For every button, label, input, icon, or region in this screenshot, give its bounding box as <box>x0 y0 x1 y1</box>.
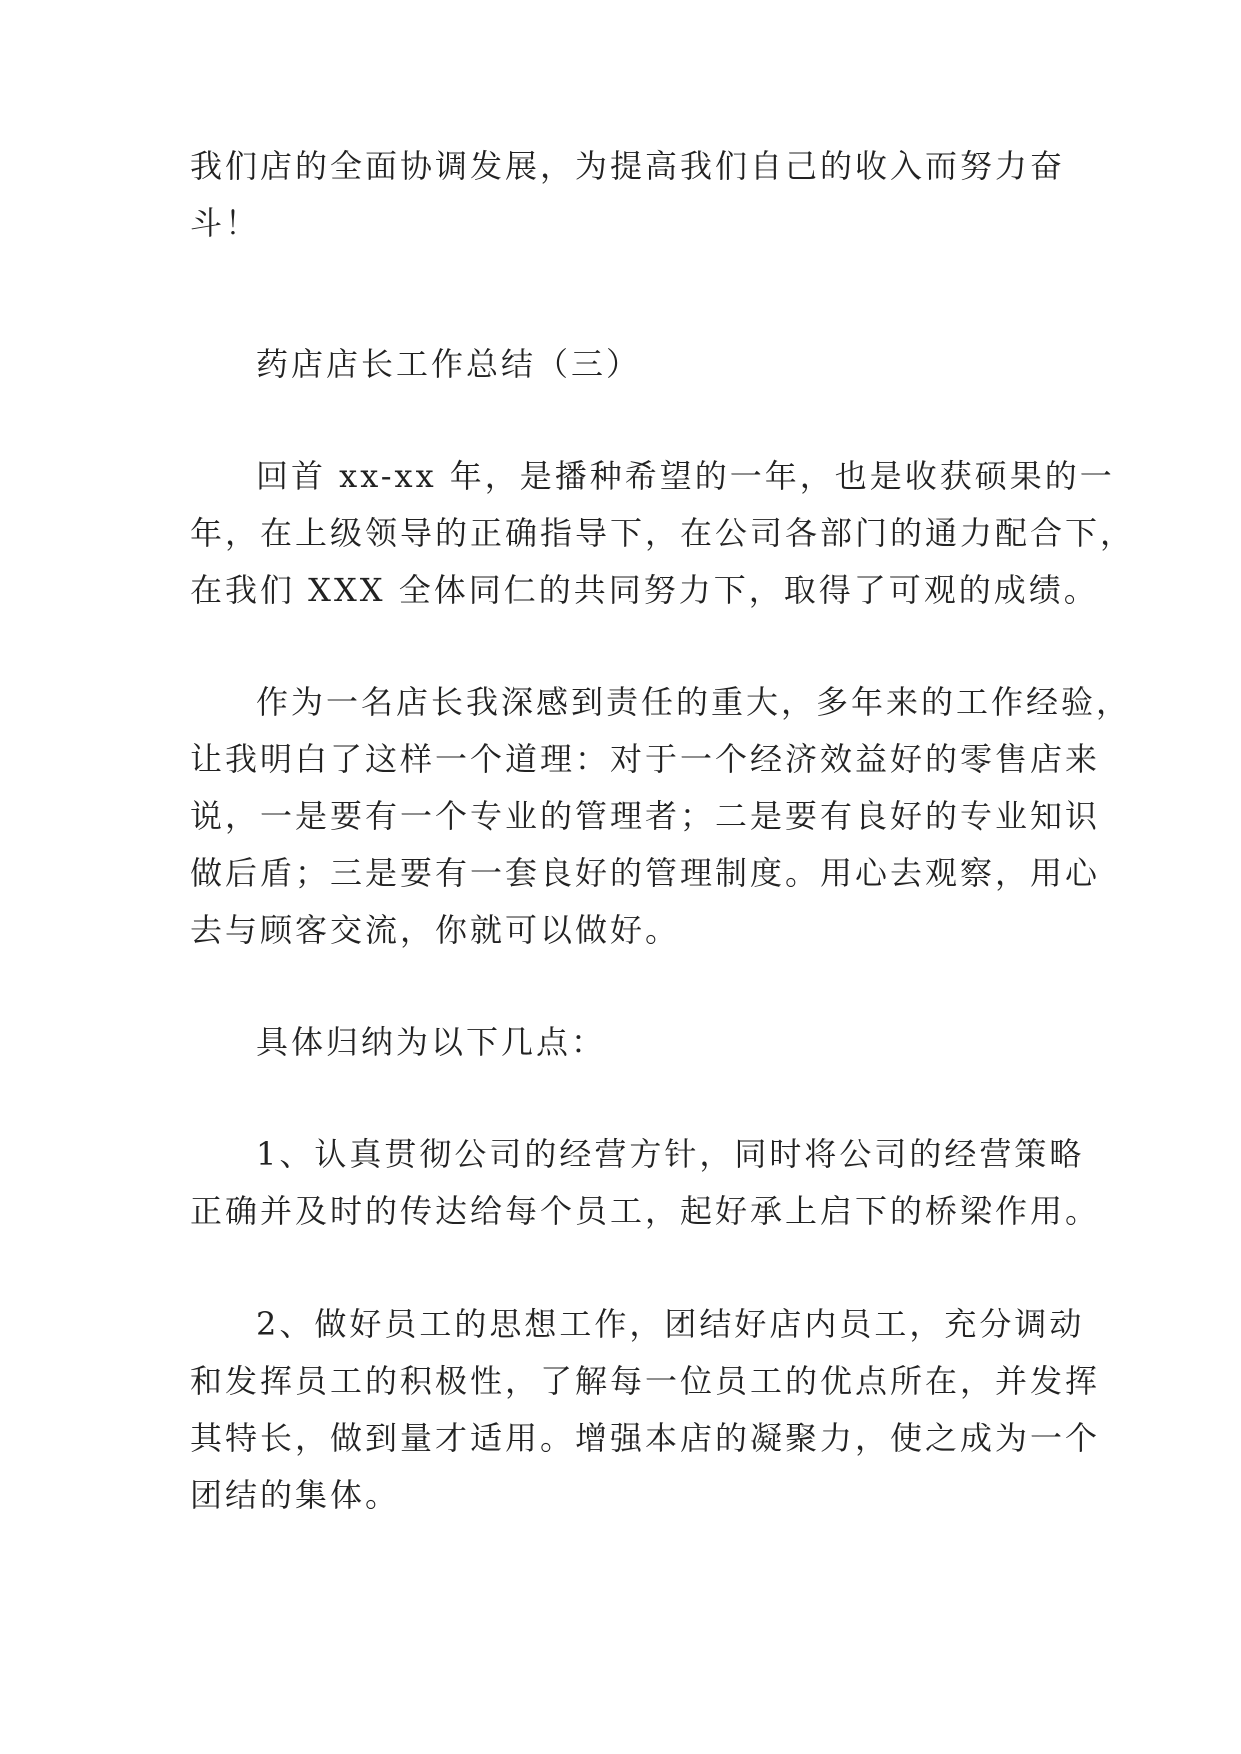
text-line: 说，一是要有一个专业的管理者；二是要有良好的专业知识 <box>190 797 1101 835</box>
section-heading: 药店店长工作总结（三） <box>256 345 642 383</box>
paragraph-manager <box>190 674 1132 959</box>
text-line: 团结的集体。 <box>190 1476 401 1514</box>
text-line: 去与顾客交流，你就可以做好。 <box>190 911 681 949</box>
text-line: 我们店的全面协调发展，为提高我们自己的收入而努力奋 <box>190 147 1066 185</box>
text-line: 2、做好员工的思想工作，团结好店内员工，充分调动 <box>256 1305 1085 1343</box>
text-line: 斗！ <box>190 204 261 242</box>
text-line: 让我明白了这样一个道理：对于一个经济效益好的零售店来 <box>190 740 1101 778</box>
text-line: 回首 xx-xx 年，是播种希望的一年，也是收获硕果的一 <box>256 457 1115 495</box>
text-line: 其特长，做到量才适用。增强本店的凝聚力，使之成为一个 <box>190 1419 1101 1457</box>
text-line: 和发挥员工的积极性，了解每一位员工的优点所在，并发挥 <box>190 1362 1101 1400</box>
list-item-point-1 <box>190 1126 1101 1240</box>
text-line: 1、认真贯彻公司的经营方针，同时将公司的经营策略 <box>256 1135 1085 1173</box>
text-line: 作为一名店长我深感到责任的重大，多年来的工作经验， <box>256 683 1132 721</box>
paragraph-continuation <box>190 138 1066 252</box>
text-line: 在我们 XXX 全体同仁的共同努力下，取得了可观的成绩。 <box>190 571 1099 609</box>
text-line: 做后盾；三是要有一套良好的管理制度。用心去观察，用心 <box>190 854 1101 892</box>
text-line: 正确并及时的传达给每个员工，起好承上启下的桥梁作用。 <box>190 1192 1101 1230</box>
text-line: 年，在上级领导的正确指导下，在公司各部门的通力配合下， <box>190 514 1136 552</box>
paragraph-summary-intro: 具体归纳为以下几点： <box>256 1023 607 1061</box>
paragraph-review <box>190 448 1136 619</box>
list-item-point-2 <box>190 1296 1101 1524</box>
